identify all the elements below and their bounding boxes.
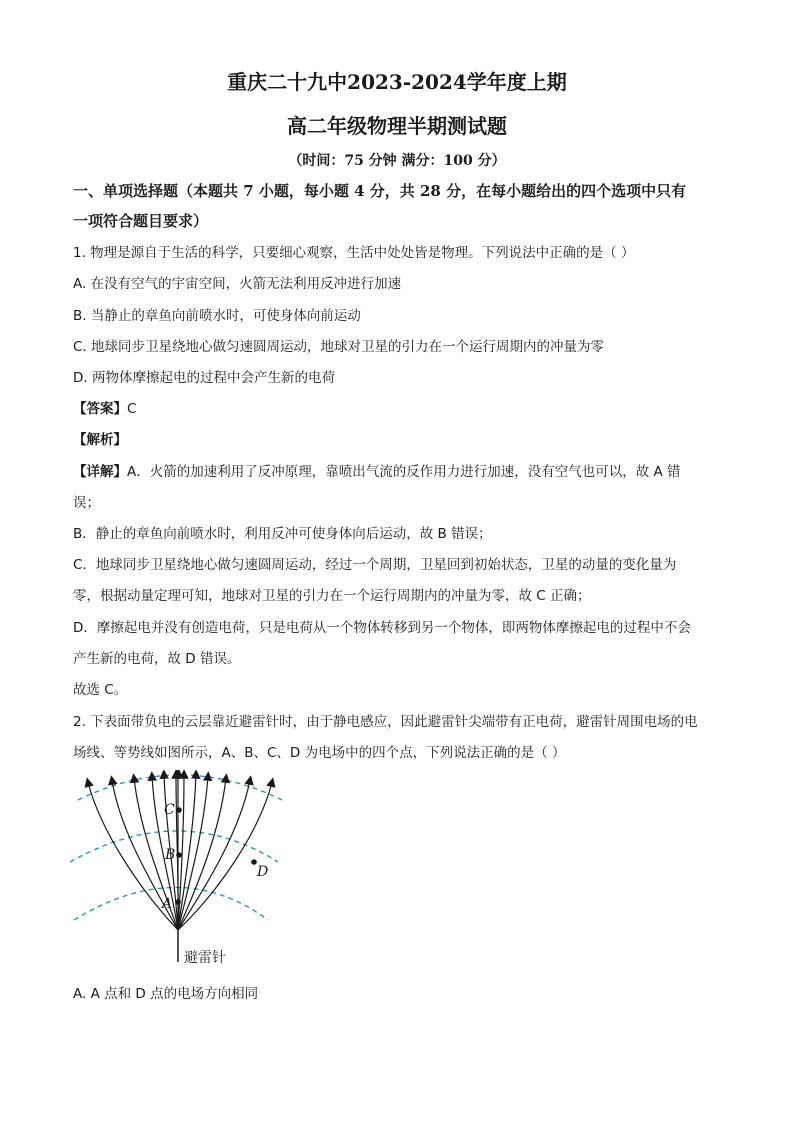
exam-info: （时间：75 分钟 满分：100 分） <box>288 153 506 169</box>
q1-analysis-tag <box>73 430 723 450</box>
q2-stem-line1: 2. 下表面带负电的云层靠近避雷针时，由于静电感应，因此避雷针尖端带有正电荷，避雷针周围电场的电 <box>73 714 698 730</box>
q1-option-a: A. 在没有空气的宇宙空间，火箭无法利用反冲进行加速 <box>73 276 402 292</box>
q2-stem-line2: 场线、等势线如图所示，A、B、C、D 为电场中的四个点，下列说法正确的是（ ） <box>73 745 566 761</box>
exam-title: 重庆二十九中2023-2024学年度上期 <box>227 70 567 94</box>
q1-option-c: C. 地球同步卫星绕地心做匀速圆周运动，地球对卫星的引力在一个运行周期内的冲量为零 <box>73 339 605 355</box>
point-a <box>175 899 181 905</box>
point-label-b: B <box>165 847 176 863</box>
detail-tag: 【详解】 <box>73 464 127 480</box>
point-d <box>251 859 257 865</box>
detail-text: A．火箭的加速利用了反冲原理，靠喷出气流的反作用力进行加速，没有空气也可以，故 A 错 <box>127 464 681 480</box>
q1-option-d: D. 两物体摩擦起电的过程中会产生新的电荷 <box>73 370 335 386</box>
q1-detail-line: 误； <box>73 495 100 511</box>
rod-label: 避雷针 <box>184 950 226 966</box>
exam-subtitle: 高二年级物理半期测试题 <box>287 114 507 138</box>
q1-detail-line <box>73 462 723 482</box>
answer-tag: 【答案】 <box>73 401 127 417</box>
point-label-a: A <box>162 896 173 912</box>
q1-detail-line: B．静止的章鱼向前喷水时，利用反冲可使身体向后运动，故 B 错误； <box>73 526 492 542</box>
q1-detail-line: 产生新的电荷，故 D 错误。 <box>73 651 241 667</box>
q1-conclusion: 故选 C。 <box>73 682 128 698</box>
point-b <box>176 852 182 858</box>
field-lines <box>88 772 272 930</box>
q1-answer <box>73 399 723 419</box>
field-line <box>178 778 226 930</box>
point-label-d: D <box>257 864 269 880</box>
point-label-c: C <box>164 802 175 818</box>
q1-stem: 1. 物理是源自于生活的科学，只要细心观察，生活中处处皆是物理。下列说法中正确的是（ ） <box>73 245 635 261</box>
q1-detail-line: C．地球同步卫星绕地心做匀速圆周运动，经过一个周期，卫星回到初始状态，卫星的动量的变化量为 <box>73 557 677 573</box>
section-heading-line2: 一项符合题目要求） <box>73 212 209 230</box>
q1-option-b: B. 当静止的章鱼向前喷水时，可使身体向前运动 <box>73 308 361 324</box>
lightning-rod-figure <box>60 770 300 970</box>
analysis-tag: 【解析】 <box>73 432 127 448</box>
equipotential-line <box>78 775 282 800</box>
section-heading <box>73 176 723 236</box>
q2-option-a: A. A 点和 D 点的电场方向相同 <box>73 986 259 1002</box>
point-c <box>176 807 182 813</box>
answer-value: C <box>127 401 137 417</box>
section-heading-line1: 一、单项选择题（本题共 7 小题，每小题 4 分，共 28 分，在每小题给出的四个选项中只有 <box>73 182 687 200</box>
q1-detail-line: D．摩擦起电并没有创造电荷，只是电荷从一个物体转移到另一个物体，即两物体摩擦起电的过程中不会 <box>73 620 691 636</box>
q1-detail-line: 零，根据动量定理可知，地球对卫星的引力在一个运行周期内的冲量为零，故 C 正确； <box>73 588 591 604</box>
